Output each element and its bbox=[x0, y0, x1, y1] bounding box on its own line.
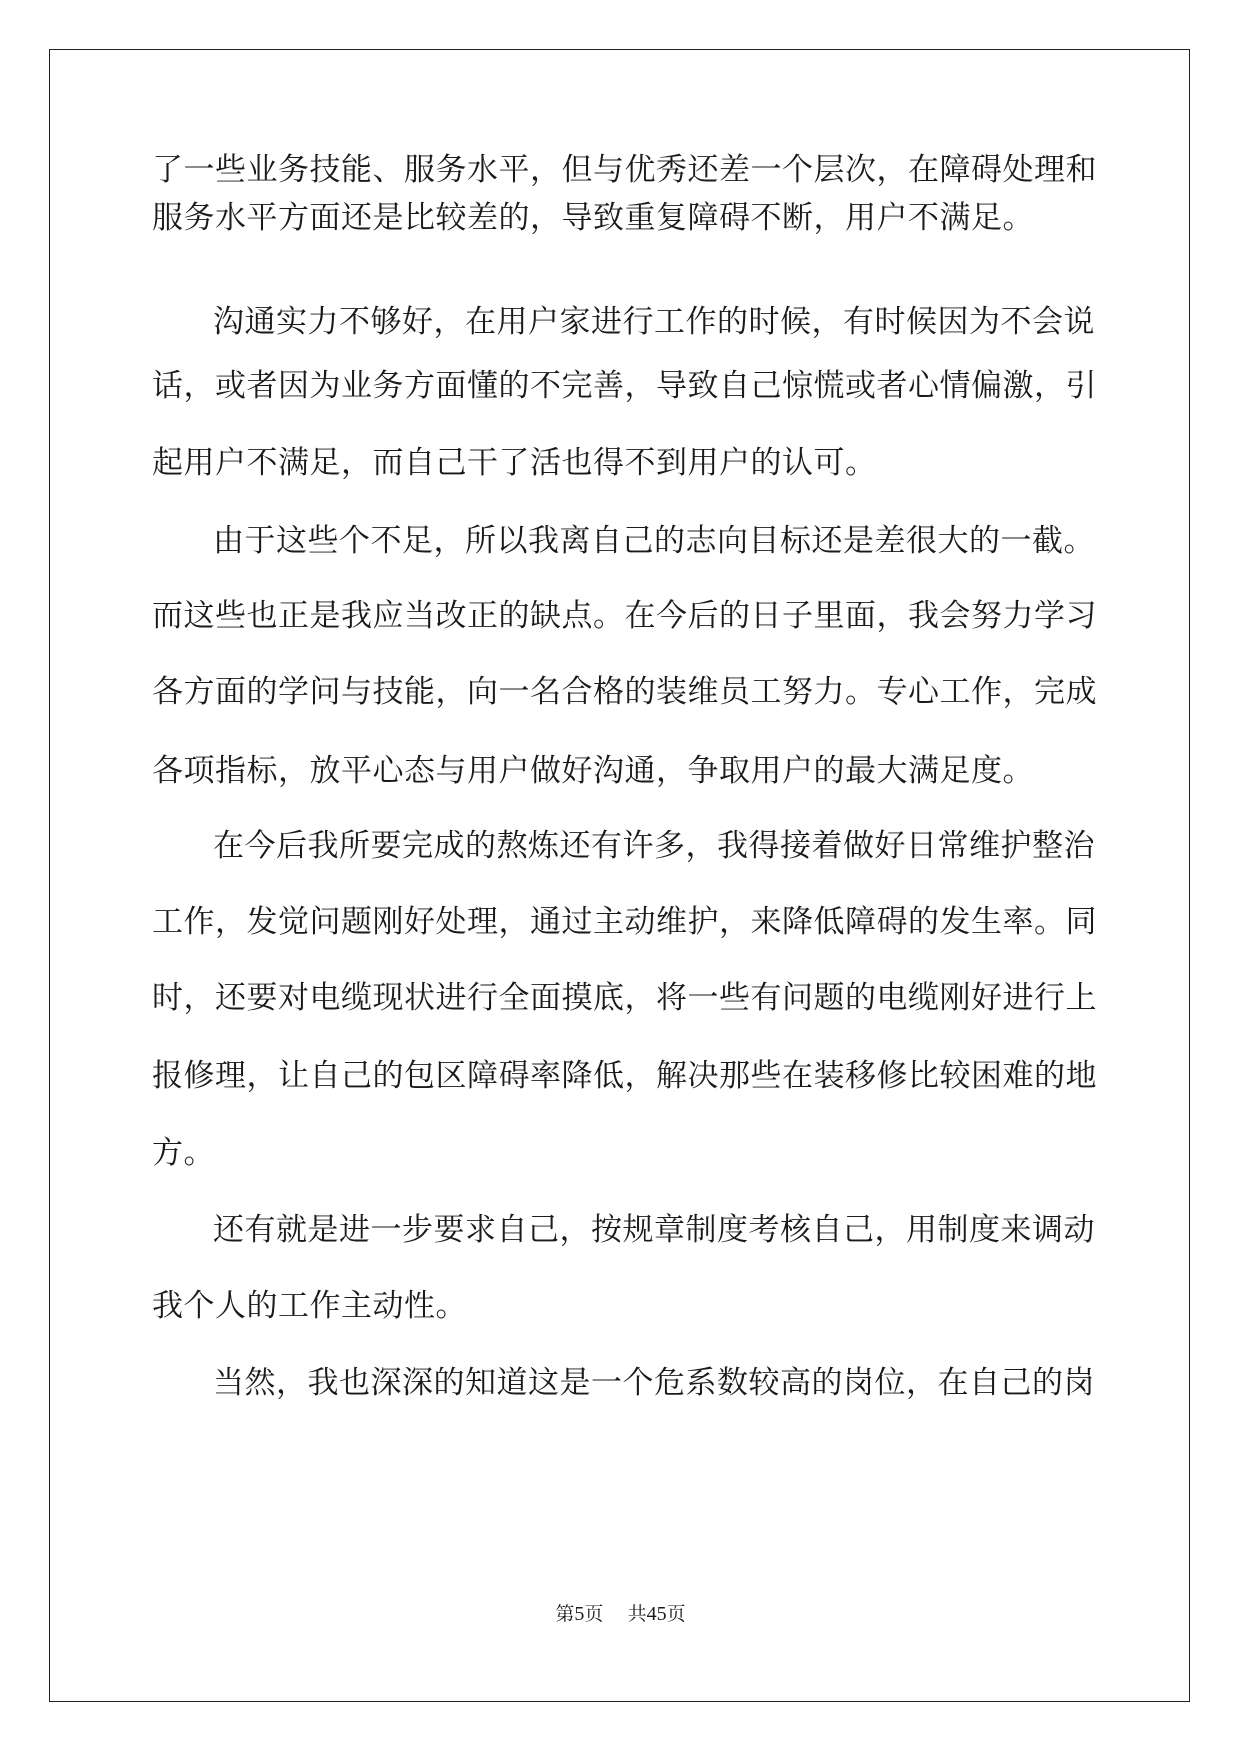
text-line: 而这些也正是我应当改正的缺点。在今后的日子里面，我会努力学习 bbox=[152, 598, 1097, 634]
text-line: 我个人的工作主动性。 bbox=[152, 1288, 467, 1324]
text-line: 还有就是进一步要求自己，按规章制度考核自己，用制度来调动 bbox=[213, 1212, 1095, 1248]
page-border bbox=[49, 49, 1190, 1702]
text-line: 当然，我也深深的知道这是一个危系数较高的岗位，在自己的岗 bbox=[213, 1365, 1095, 1401]
footer-total-pages: 45 bbox=[646, 1603, 667, 1625]
text-line: 起用户不满足，而自己干了活也得不到用户的认可。 bbox=[152, 445, 877, 481]
text-line: 了一些业务技能、服务水平，但与优秀还差一个层次，在障碍处理和 bbox=[152, 152, 1097, 188]
text-line: 各方面的学问与技能，向一名合格的装维员工努力。专心工作，完成 bbox=[152, 674, 1097, 710]
text-line: 在今后我所要完成的熬炼还有许多，我得接着做好日常维护整治 bbox=[213, 828, 1095, 864]
text-line: 由于这些个不足，所以我离自己的志向目标还是差很大的一截。 bbox=[213, 523, 1095, 559]
footer-page-suffix: 页 bbox=[584, 1603, 604, 1625]
footer-total-suffix: 页 bbox=[666, 1603, 686, 1625]
footer-total-prefix: 共 bbox=[627, 1603, 647, 1625]
text-line: 服务水平方面还是比较差的，导致重复障碍不断，用户不满足。 bbox=[152, 200, 1034, 236]
text-line: 时，还要对电缆现状进行全面摸底，将一些有问题的电缆刚好进行上 bbox=[152, 980, 1097, 1016]
text-line: 方。 bbox=[152, 1135, 215, 1171]
text-line: 各项指标，放平心态与用户做好沟通，争取用户的最大满足度。 bbox=[152, 753, 1034, 789]
text-line: 报修理，让自己的包区障碍率降低，解决那些在装移修比较困难的地 bbox=[152, 1058, 1097, 1094]
text-line: 工作，发觉问题刚好处理，通过主动维护，来降低障碍的发生率。同 bbox=[152, 904, 1097, 940]
footer-page-prefix: 第 bbox=[555, 1603, 575, 1625]
page-footer bbox=[0, 1602, 1241, 1626]
text-line: 沟通实力不够好，在用户家进行工作的时候，有时候因为不会说 bbox=[213, 304, 1095, 340]
text-line: 话，或者因为业务方面懂的不完善，导致自己惊慌或者心情偏激，引 bbox=[152, 368, 1097, 404]
footer-page-number: 5 bbox=[574, 1603, 585, 1625]
